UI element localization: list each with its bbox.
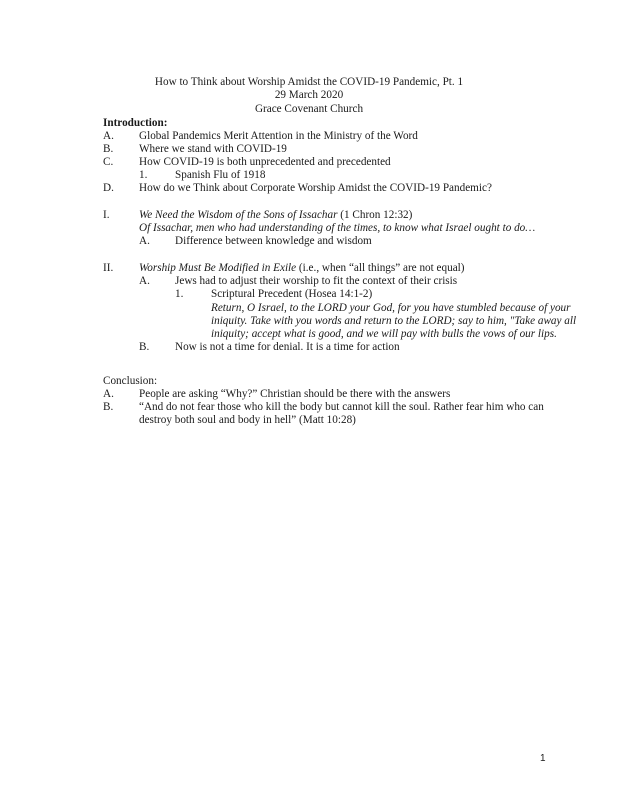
section-1-title-italic: We Need the Wisdom of the Sons of Issachar <box>139 209 338 221</box>
section-2-sub-b-marker: B. <box>139 341 150 353</box>
section-2-sub-b-text: Now is not a time for denial. It is a time for action <box>175 341 400 353</box>
section-1-sub-a-marker: A. <box>139 235 150 247</box>
hosea-quote-line-3: iniquity; accept what is good, and we will pay with bulls the vows of our lips. <box>211 328 557 340</box>
conclusion-heading: Conclusion: <box>103 375 158 387</box>
document-header <box>0 76 618 116</box>
intro-item-c1-text: Spanish Flu of 1918 <box>175 169 266 181</box>
intro-item-a-text: Global Pandemics Merit Attention in the Ministry of the Word <box>139 130 418 142</box>
introduction-heading: Introduction: <box>103 117 168 129</box>
intro-item-a-marker: A. <box>103 130 114 142</box>
hosea-quote-line-2: iniquity. Take with you words and return to the LORD; say to him, "Take away all <box>211 315 577 327</box>
conclusion-item-a-marker: A. <box>103 388 114 400</box>
intro-item-c-text: How COVID-19 is both unprecedented and precedented <box>139 156 391 168</box>
intro-item-d-marker: D. <box>103 182 114 194</box>
section-2-title <box>139 262 465 275</box>
section-2-title-italic: Worship Must Be Modified in Exile <box>139 262 297 274</box>
section-1-title-ref: (1 Chron 12:32) <box>337 209 413 221</box>
section-2-sub-a1-text: Scriptural Precedent (Hosea 14:1-2) <box>211 288 373 300</box>
section-1-quote: Of Issachar, men who had understanding of the times, to know what Israel ought to do… <box>139 222 536 234</box>
section-1-marker: I. <box>103 209 110 221</box>
document-title: How to Think about Worship Amidst the COVID-19 Pandemic, Pt. 1 <box>154 76 464 88</box>
section-2-marker: II. <box>103 262 114 274</box>
section-2-sub-a-marker: A. <box>139 275 150 287</box>
page-number: 1 <box>540 753 546 764</box>
church-name: Grace Covenant Church <box>254 102 364 115</box>
hosea-quote-line-1: Return, O Israel, to the LORD your God, for you have stumbled because of your <box>211 302 571 314</box>
conclusion-item-b-line-2: destroy both soul and body in hell” (Matt 10:28) <box>139 414 356 426</box>
section-2-title-rest: (i.e., when “all things” are not equal) <box>296 262 465 274</box>
intro-item-b-marker: B. <box>103 143 114 155</box>
intro-item-d-text: How do we Think about Corporate Worship Amidst the COVID-19 Pandemic? <box>139 182 492 194</box>
section-2-sub-a1-marker: 1. <box>175 288 184 300</box>
section-1-sub-a-text: Difference between knowledge and wisdom <box>175 235 372 247</box>
intro-item-c-marker: C. <box>103 156 114 168</box>
document-date: 29 March 2020 <box>274 89 344 102</box>
intro-item-c1-marker: 1. <box>139 169 148 181</box>
conclusion-item-a-text: People are asking “Why?” Christian should be there with the answers <box>139 388 451 400</box>
section-2-sub-a-text: Jews had to adjust their worship to fit the context of their crisis <box>175 275 458 287</box>
section-1-title <box>139 209 412 222</box>
intro-item-b-text: Where we stand with COVID-19 <box>139 143 287 155</box>
conclusion-item-b-line-1: “And do not fear those who kill the body but cannot kill the soul. Rather fear him who can <box>139 401 544 413</box>
conclusion-item-b-marker: B. <box>103 401 114 413</box>
